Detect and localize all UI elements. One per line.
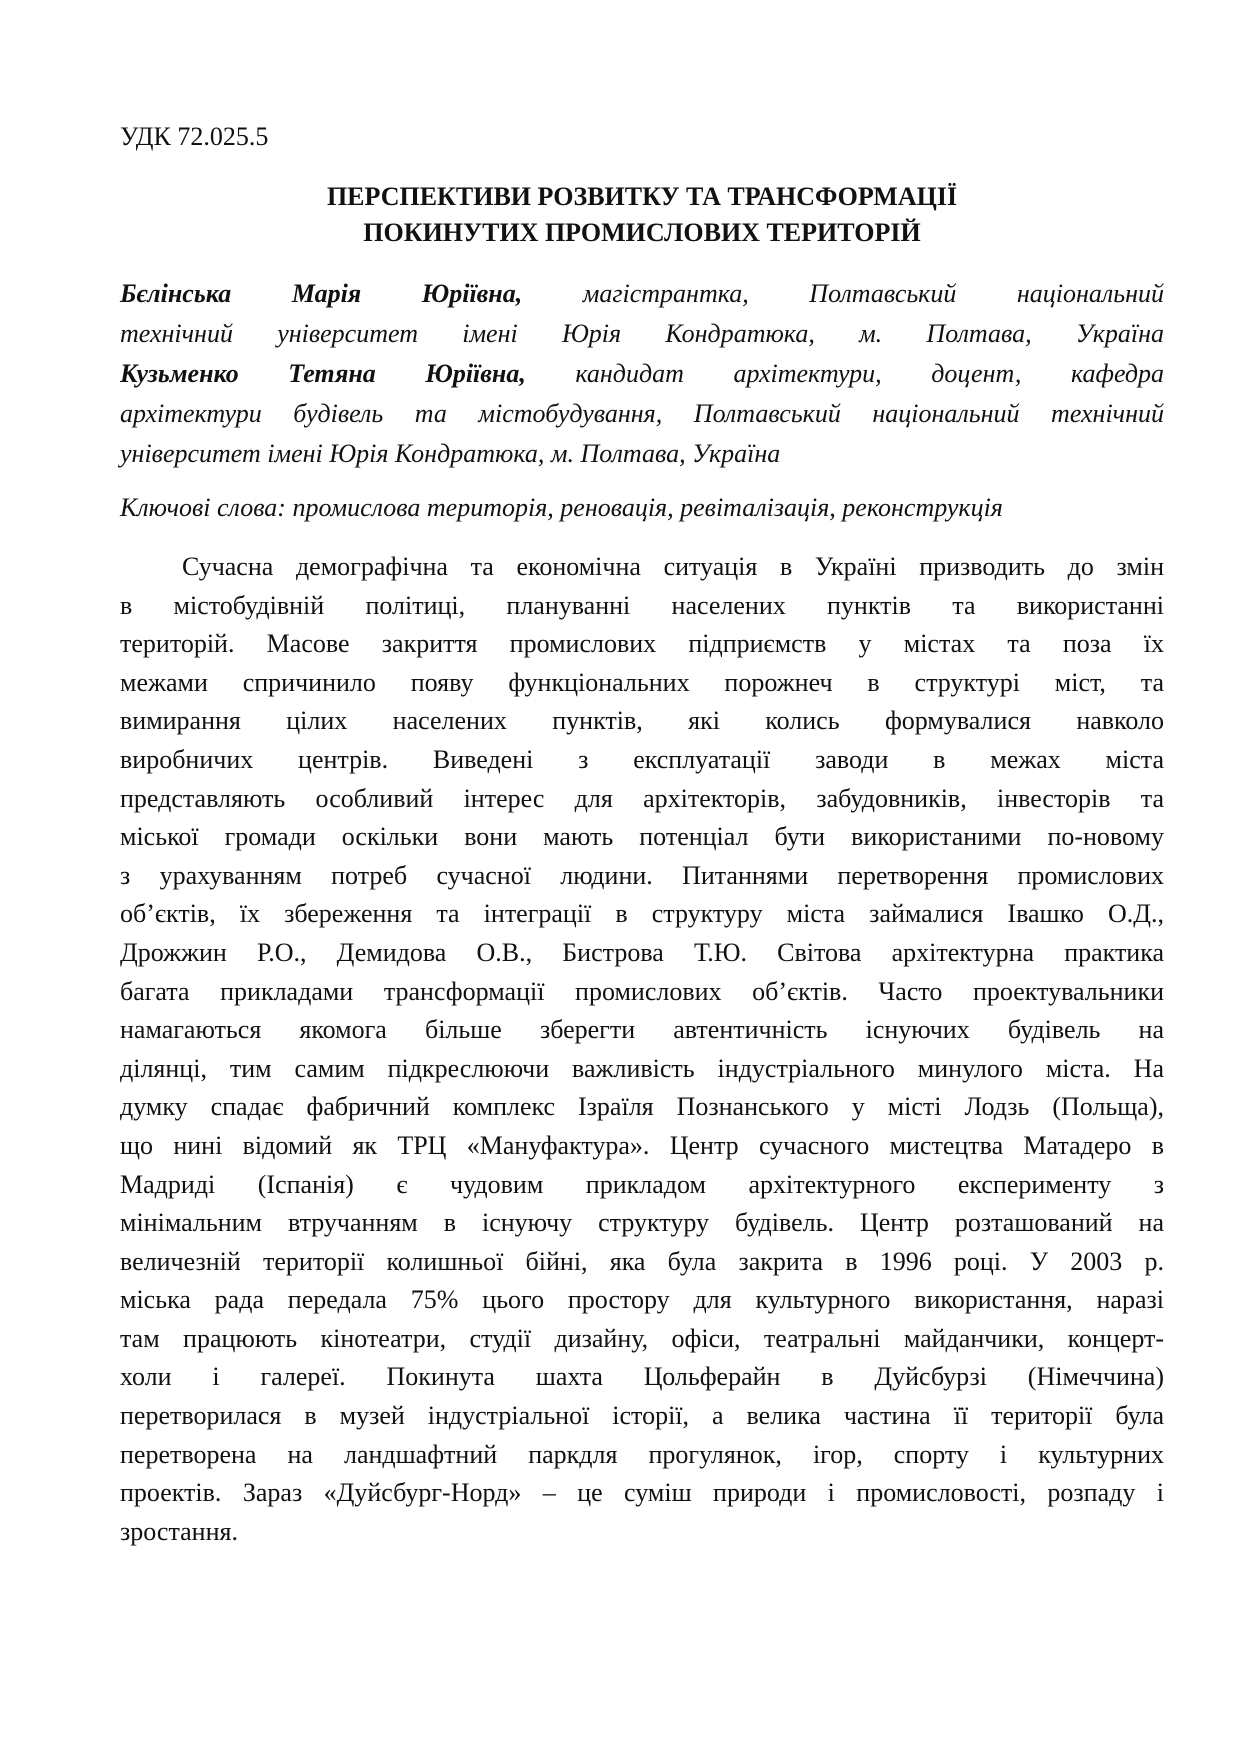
body-line: що нині відомий як ТРЦ «Мануфактура». Центр сучасного мистецтва Матадеро в (120, 1130, 1164, 1160)
body-line: Мадриді (Іспанія) є чудовим прикладом архітектурного експерименту з (120, 1169, 1164, 1199)
body-line: величезній території колишньої бійні, яка була закрита в 1996 році. У 2003 р. (120, 1246, 1164, 1276)
body-line: холи і галереї. Покинута шахта Цольферайн в Дуйсбурзі (Німеччина) (120, 1362, 1164, 1392)
body-line: мінімальним втручанням в існуючу структуру будівель. Центр розташований на (120, 1208, 1164, 1238)
body-line: Сучасна демографічна та економічна ситуація в Україні призводить до змін (182, 552, 1164, 581)
body-line: міська рада передала 75% цього простору для культурного використання, наразі (120, 1285, 1164, 1315)
body-line: в містобудівній політиці, плануванні населених пунктів та використанні (120, 590, 1164, 620)
body-line: зростання. (120, 1516, 238, 1546)
body-paragraph (120, 548, 1164, 1551)
title-line-2: ПОКИНУТИХ ПРОМИСЛОВИХ ТЕРИТОРІЙ (363, 218, 921, 247)
body-line: представляють особливий інтерес для архітекторів, забудовників, інвесторів та (120, 783, 1164, 813)
body-line: об’єктів, їх збереження та інтеграції в структуру міста займалися Івашко О.Д., (120, 899, 1164, 929)
body-line: там працюють кінотеатри, студії дизайну, офіси, театральні майданчики, концерт- (120, 1323, 1164, 1353)
body-line: думку спадає фабричний комплекс Ізраїля Познанського у місті Лодзь (Польща), (120, 1092, 1164, 1122)
body-line: багата прикладами трансформації промислових об’єктів. Часто проектувальники (120, 976, 1164, 1006)
author-2-line-1 (120, 354, 1164, 394)
author-1-affiliation: магістрантка, Полтавський національний (522, 279, 1164, 308)
body-line: проектів. Зараз «Дуйсбург-Норд» – це суміш природи і промисловості, розпаду і (120, 1478, 1164, 1508)
body-line: з урахуванням потреб сучасної людини. Питаннями перетворення промислових (120, 860, 1164, 890)
author-2-name: Кузьменко Тетяна Юріївна, (120, 359, 526, 388)
authors-block (120, 274, 1164, 474)
body-line: перетворена на ландшафтний паркдля прогулянок, ігор, спорту і культурних (120, 1439, 1164, 1469)
body-line: вимирання цілих населених пунктів, які колись формувалися навколо (120, 706, 1164, 736)
article-title (120, 179, 1164, 251)
keywords-block (120, 488, 1164, 527)
body-line: виробничих центрів. Виведені з експлуатації заводи в межах міста (120, 744, 1164, 774)
udc-code: УДК 72.025.5 (120, 122, 269, 151)
author-1-line-1 (120, 274, 1164, 314)
body-line: перетворилася в музей індустріальної історії, а велика частина її території була (120, 1401, 1164, 1431)
author-2-line-3: університет імені Юрія Кондратюка, м. Полтава, Україна (120, 439, 781, 468)
body-line: міської громади оскільки вони мають потенціал бути використаними по-новому (120, 822, 1164, 852)
body-line: територій. Масове закриття промислових підприємств у містах та поза їх (120, 629, 1164, 659)
body-line: ділянці, тим самим підкреслюючи важливість індустріального минулого міста. На (120, 1053, 1164, 1083)
author-2-affiliation: кандидат архітектури, доцент, кафедра (525, 359, 1164, 388)
body-line: намагаються якомога більше зберегти автентичність існуючих будівель на (120, 1015, 1164, 1045)
author-1-line-2: технічний університет імені Юрія Кондратюка, м. Полтава, Україна (120, 319, 1164, 348)
author-2-line-2: архітектури будівель та містобудування, Полтавський національний технічний (120, 399, 1164, 428)
author-1-name: Бєлінська Марія Юріївна, (120, 279, 523, 308)
title-line-1: ПЕРСПЕКТИВИ РОЗВИТКУ ТА ТРАНСФОРМАЦІЇ (326, 182, 958, 211)
keywords: Ключові слова: промислова територія, реновація, ревіталізація, реконструкція (120, 493, 1003, 522)
body-line: Дрожжин Р.О., Демидова О.В., Бистрова Т.Ю. Світова архітектурна практика (120, 937, 1164, 967)
body-line: межами спричинило появу функціональних порожнеч в структурі міст, та (120, 667, 1164, 697)
